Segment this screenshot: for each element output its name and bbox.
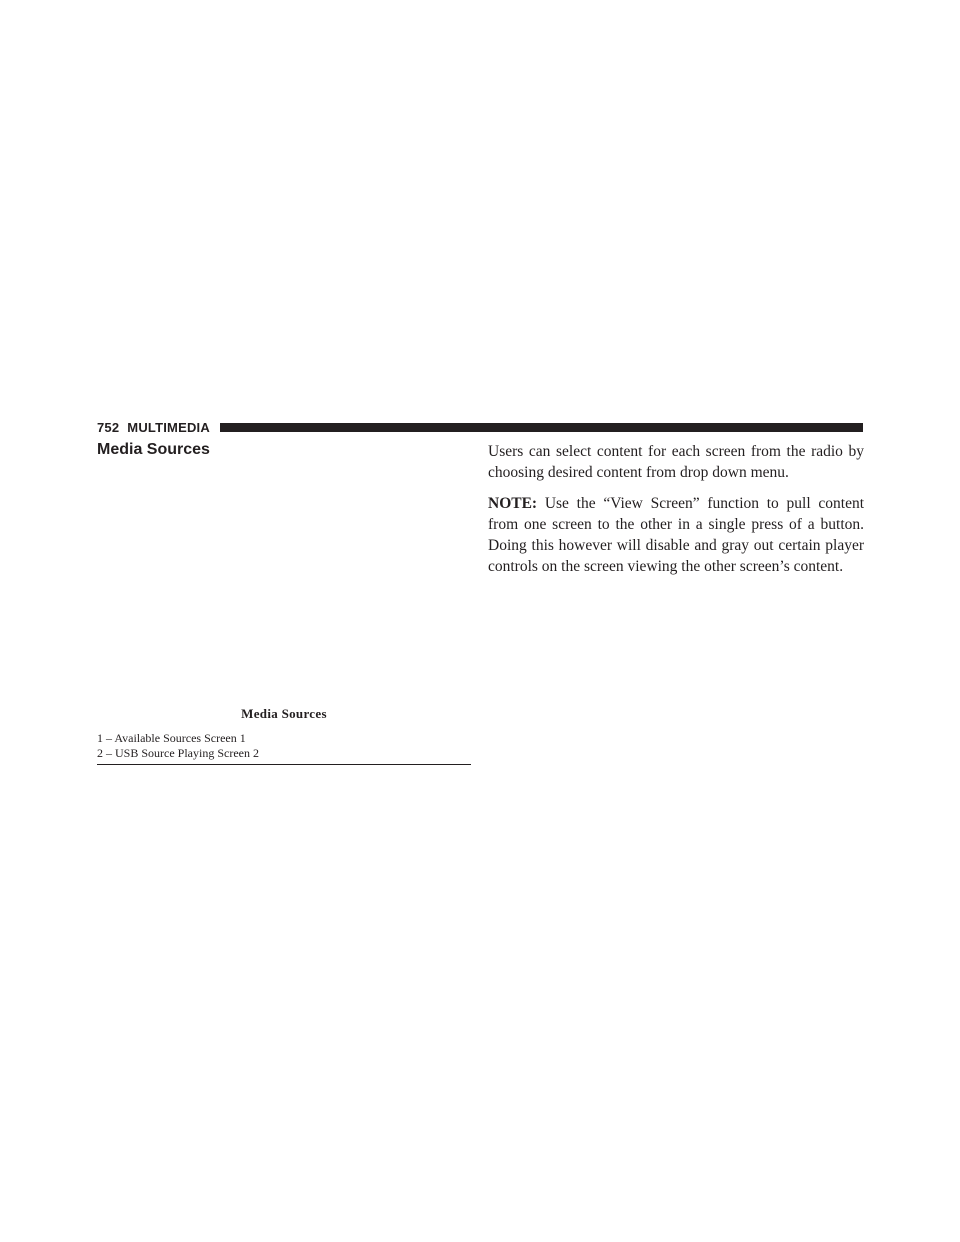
- header-section: MULTIMEDIA: [127, 419, 210, 435]
- figure-legend: [97, 731, 471, 765]
- legend-item: 1 – Available Sources Screen 1: [97, 731, 246, 745]
- body-paragraph: Users can select content for each screen from the radio by choosing desired content from drop down menu.: [488, 443, 864, 481]
- header-rule: [220, 423, 863, 432]
- note-paragraph: [488, 493, 864, 577]
- page-number: 752: [97, 419, 120, 435]
- running-header: [97, 420, 220, 435]
- body-column: [488, 441, 864, 587]
- page-header: [97, 418, 863, 436]
- note-text: Use the “View Screen” function to pull content from one screen to the other in a single press of a button. Doing this however will disable and gray out certain player controls on the screen viewing the other screen’s content.: [488, 495, 865, 575]
- figure-caption: Media Sources: [241, 706, 327, 721]
- legend-item: 2 – USB Source Playing Screen 2: [97, 746, 259, 760]
- figure-image: [97, 466, 471, 700]
- section-title: Media Sources: [97, 441, 210, 458]
- note-label: NOTE:: [488, 495, 538, 512]
